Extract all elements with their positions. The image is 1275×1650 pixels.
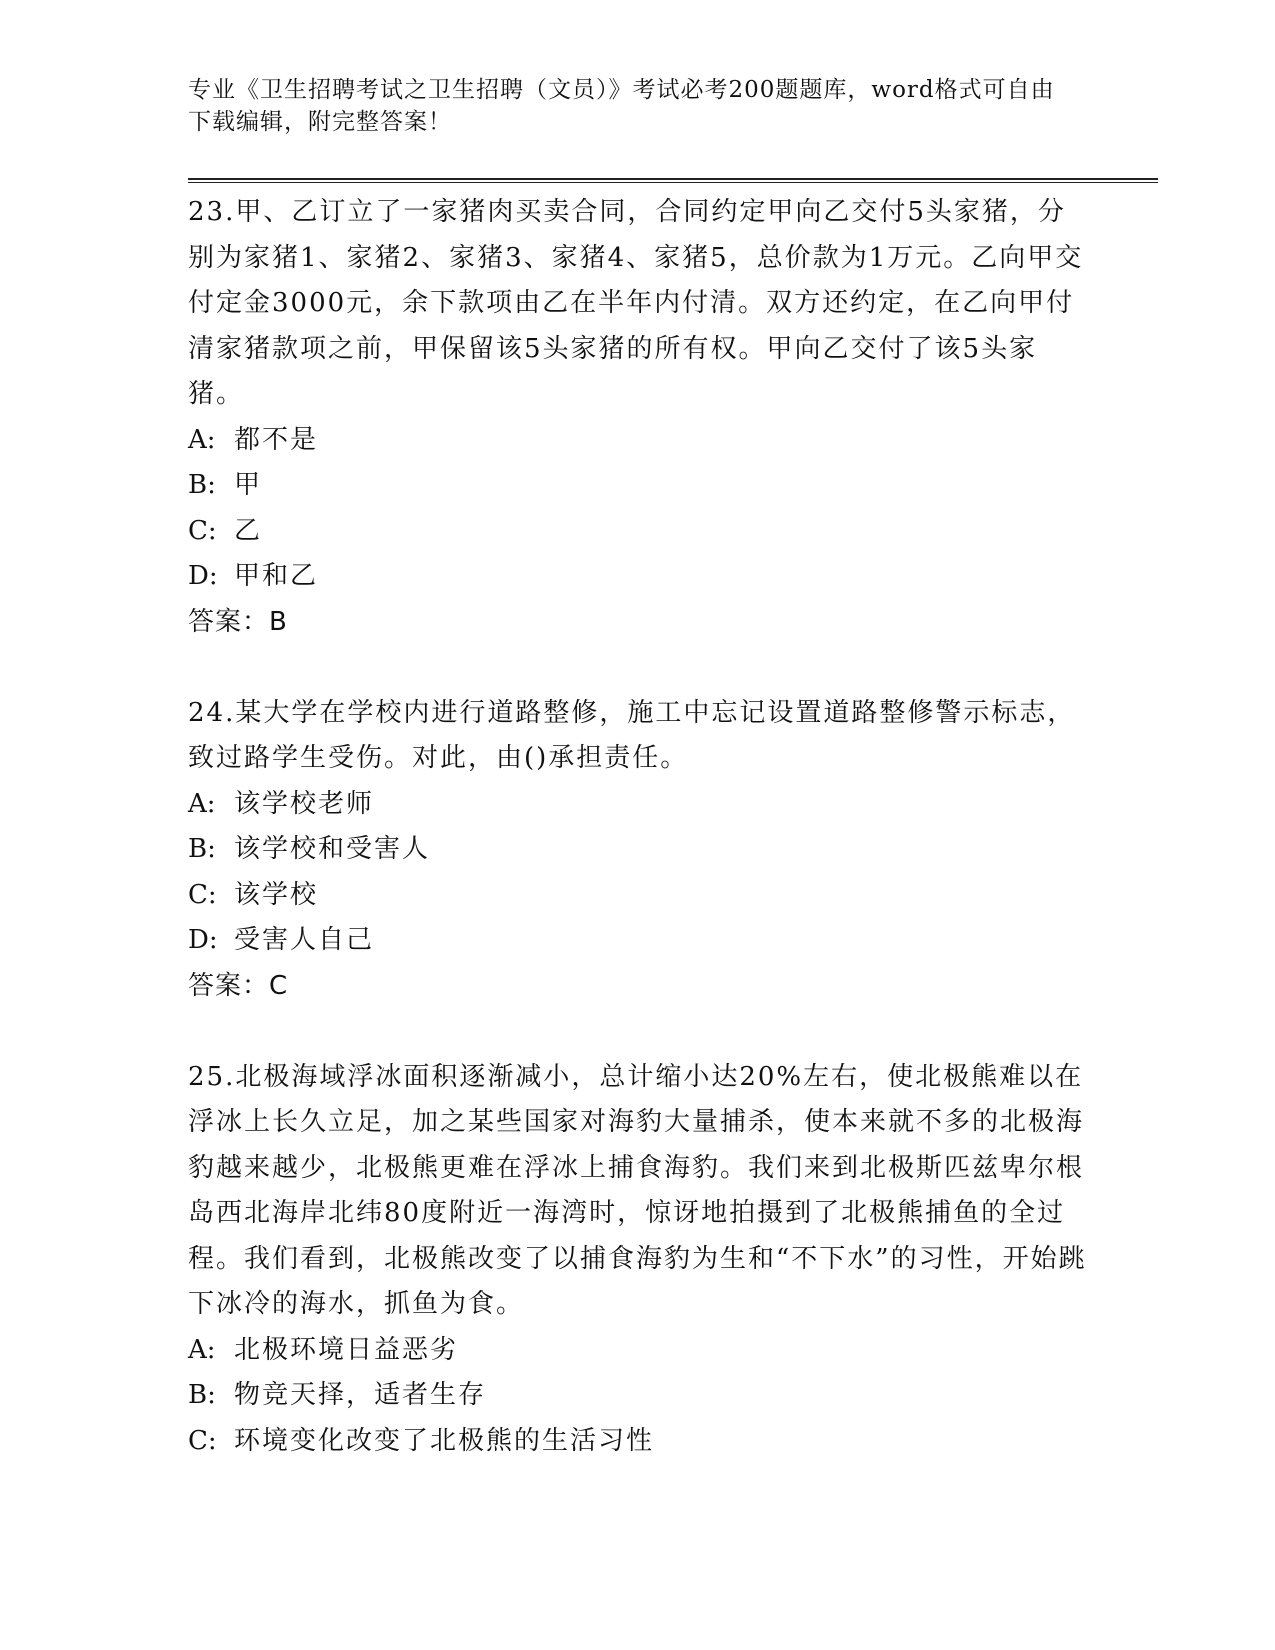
question-24 [188,691,1088,1010]
option-c [188,509,1088,555]
option-key: C: [188,1425,217,1456]
option-key: B: [188,834,216,864]
option-b [188,1373,1088,1419]
option-a [188,782,1088,828]
option-b [188,827,1088,873]
question-stem: 24.某大学在学校内进行道路整修，施工中忘记设置道路整修警示标志，致过路学生受伤。对此，由()承担责任。 [188,697,1076,773]
option-text: 都不是 [234,424,319,455]
option-key: C: [188,879,217,910]
option-a [188,1328,1088,1374]
option-key: A: [188,424,216,455]
question-stem: 25.北极海域浮冰面积逐渐减小，总计缩小达20%左右，使北极熊难以在浮冰上长久立足，加之某些国家对海豹大量捕杀，使本来就不多的北极海豹越来越少，北极熊更难在浮冰上捕食海豹。我们来到北极斯匹兹卑尔根岛西北海岸北纬80度附近一海湾时，惊讶地拍摄到了北极熊捕鱼的全过程。我们看到，北极熊改变了以捕食海豹为生和“不下水”的习性，开始跳下冰冷的海水，抓鱼为食。 [188,1061,1087,1319]
option-text: 北极环境日益恶劣 [234,1334,459,1365]
option-key: B: [188,1380,216,1410]
option-key: A: [188,1334,216,1365]
option-text: 乙 [234,515,263,546]
option-text: 甲 [234,470,263,500]
option-d [188,554,1088,600]
option-d [188,918,1088,964]
option-text: 受害人自己 [234,925,375,955]
answer-line: 答案：B [188,606,288,637]
option-c [188,873,1088,919]
question-stem: 23.甲、乙订立了一家猪肉买卖合同，合同约定甲向乙交付5头家猪，分别为家猪1、家猪2、家猪3、家猪4、家猪5，总价款为1万元。乙向甲交付定金3000元，余下款项由乙在半年内付清。双方还约定，在乙向甲付清家猪款项之前，甲保留该5头家猪的所有权。甲向乙交付了该5头家猪。 [188,197,1084,409]
option-text: 该学校 [234,879,319,910]
header-divider [188,178,1158,183]
option-text: 甲和乙 [234,561,319,591]
option-text: 环境变化改变了北极熊的生活习性 [234,1425,655,1456]
option-key: D: [188,561,218,591]
spacer [188,645,1088,691]
answer-line: 答案：C [188,970,289,1001]
option-text: 该学校老师 [234,788,375,819]
option-key: D: [188,925,218,955]
option-key: C: [188,515,217,546]
option-text: 物竞天择，适者生存 [234,1380,487,1410]
question-25 [188,1055,1088,1465]
option-c [188,1419,1088,1465]
option-text: 该学校和受害人 [234,834,431,864]
option-b [188,463,1088,509]
question-23 [188,190,1088,645]
option-a [188,418,1088,464]
spacer [188,1009,1088,1055]
option-key: A: [188,788,216,819]
document-header: 专业《卫生招聘考试之卫生招聘（文员）》考试必考200题题库，word格式可自由下载编辑，附完整答案！ [188,77,1055,135]
question-list [188,190,1088,1464]
option-key: B: [188,470,216,500]
